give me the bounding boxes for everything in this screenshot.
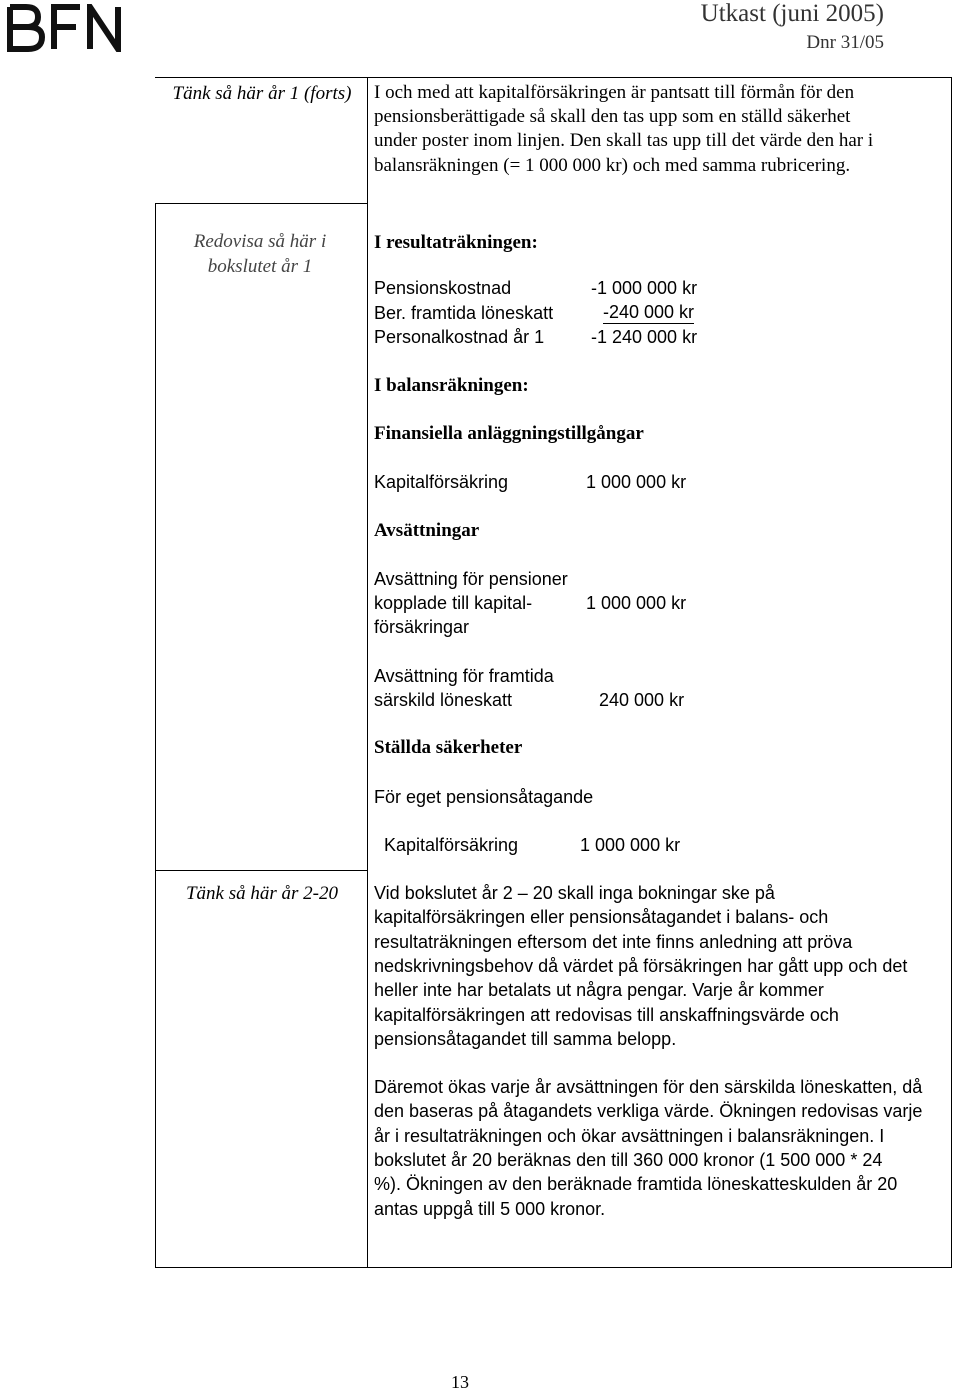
text-line: pensionsåtagandet till samma belopp. (374, 1029, 677, 1049)
text-line: I och med att kapitalförsäkringen är pantsatt till förmån för den (374, 82, 855, 103)
balance-row-label: Kapitalförsäkring (384, 835, 519, 855)
income-row-amount: -1 240 000 kr (591, 327, 698, 347)
table-right-border (951, 77, 952, 1267)
text-line: nedskrivningsbehov då värdet på försäkringen har gått upp och det (374, 956, 908, 976)
text-line: pensionsberättigade så skall den tas upp som en ställd säkerhet (374, 106, 851, 127)
section-label-years-2-20: Tänk så här år 2-20 (185, 883, 338, 904)
text-line: kapitalförsäkringen att redovisas till anskaffningsvärde och (374, 1005, 839, 1025)
text-line: år i resultaträkningen och ökar avsättningen i balansräkningen. I (374, 1126, 885, 1146)
table-top-border (155, 77, 951, 78)
table-bottom-border (155, 1267, 952, 1268)
income-row-label: Personalkostnad år 1 (374, 327, 545, 347)
text-line: under poster inom linjen. Den skall tas upp till det värde den har i (374, 130, 874, 151)
text-line: den baseras på åtagandets verkliga värde. Ökningen redovisas varje (374, 1101, 923, 1121)
table-left-border (155, 203, 156, 1267)
pledged-assets-subheading: För eget pensionsåtagande (374, 787, 594, 807)
label-line: Redovisa så här i (193, 231, 327, 252)
pledged-assets-heading: Ställda säkerheter (374, 737, 523, 758)
balance-row-label: Avsättning för framtida (374, 666, 554, 686)
balance-row-label: försäkringar (374, 617, 470, 637)
text-line: kapitalförsäkringen eller pensionsåtagandet i balans- och (374, 907, 829, 927)
balance-row-amount: 240 000 kr (599, 690, 685, 710)
text-line: %). Ökningen av den beräknade framtida löneskatteskulden år 20 (374, 1174, 898, 1194)
balance-row-label: Avsättning för pensioner (374, 569, 568, 589)
balance-sheet-heading: I balansräkningen: (374, 375, 529, 396)
text-line: heller inte har betalats ut några pengar. Varje år kommer (374, 980, 824, 1000)
table-column-divider (367, 77, 368, 1267)
income-row-amount: -1 000 000 kr (591, 278, 698, 298)
text-line: Däremot ökas varje år avsättningen för den särskilda löneskatten, då (374, 1077, 923, 1097)
label-cell-divider (155, 203, 368, 204)
financial-assets-heading: Finansiella anläggningstillgångar (374, 423, 644, 444)
income-statement-heading: I resultaträkningen: (374, 232, 538, 253)
balance-row-label: Kapitalförsäkring (374, 472, 509, 492)
balance-row-amount: 1 000 000 kr (586, 472, 687, 492)
text-line: balansräkningen (= 1 000 000 kr) och med samma rubricering. (374, 155, 851, 176)
balance-row-label: kopplade till kapital- (374, 593, 533, 613)
document-status-title: Utkast (juni 2005) (700, 0, 884, 27)
text-line: Vid bokslutet år 2 – 20 skall inga bokningar ske på (374, 883, 775, 903)
bfn-logo (6, 4, 128, 52)
income-row-label: Pensionskostnad (374, 278, 512, 298)
label-cell-divider (155, 870, 368, 871)
income-row-label: Ber. framtida löneskatt (374, 303, 554, 323)
balance-row-amount: 1 000 000 kr (580, 835, 681, 855)
section-label-report-year1 (160, 229, 360, 279)
income-row-amount: -240 000 kr (603, 302, 695, 322)
text-line: antas uppgå till 5 000 kronor. (374, 1199, 606, 1219)
text-line: resultaträkningen eftersom det inte finns anledning att pröva (374, 932, 853, 952)
document-reference-number: Dnr 31/05 (806, 32, 884, 53)
label-line: bokslutet år 1 (207, 256, 313, 277)
page-number: 13 (451, 1372, 469, 1392)
text-line: bokslutet år 20 beräknas den till 360 000 kronor (1 500 000 * 24 (374, 1150, 883, 1170)
section-label-year1-cont: Tänk så här år 1 (forts) (172, 83, 352, 104)
provisions-heading: Avsättningar (374, 520, 480, 541)
balance-row-amount: 1 000 000 kr (586, 593, 687, 613)
balance-row-label: särskild löneskatt (374, 690, 513, 710)
